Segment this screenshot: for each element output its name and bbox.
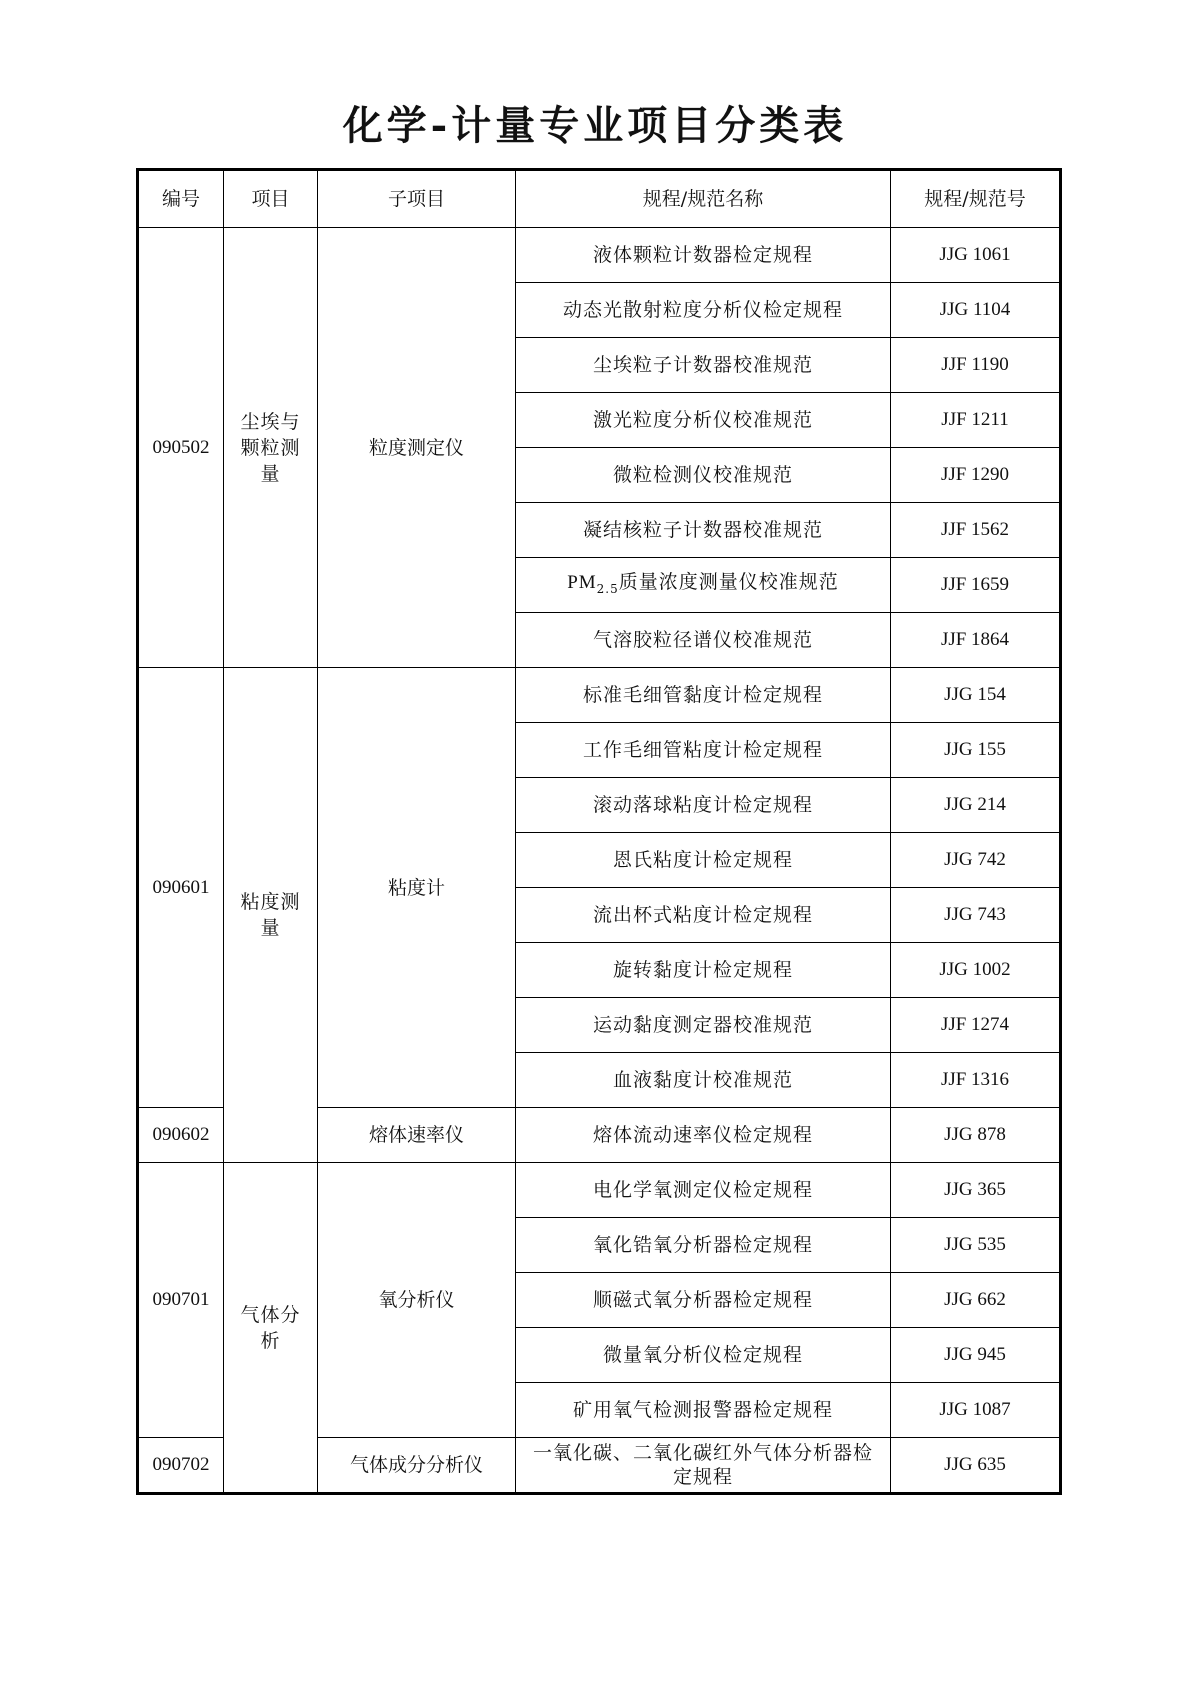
spec-name: 凝结核粒子计数器校准规范 (516, 503, 891, 558)
classification-table (136, 168, 1062, 1495)
project-cell (224, 668, 318, 1163)
spec-number: JJF 1274 (891, 998, 1061, 1053)
spec-number: JJF 1864 (891, 613, 1061, 668)
spec-number: JJG 214 (891, 778, 1061, 833)
spec-name: 恩氏粘度计检定规程 (516, 833, 891, 888)
code-cell: 090502 (138, 228, 224, 668)
spec-name: 激光粒度分析仪校准规范 (516, 393, 891, 448)
spec-number: JJG 1061 (891, 228, 1061, 283)
spec-name: 尘埃粒子计数器校准规范 (516, 338, 891, 393)
spec-number: JJG 743 (891, 888, 1061, 943)
spec-number: JJF 1190 (891, 338, 1061, 393)
project-label: 尘埃与颗粒测量 (240, 410, 301, 485)
subproject-cell: 熔体速率仪 (318, 1108, 516, 1163)
header-subproject: 子项目 (318, 170, 516, 228)
spec-number: JJF 1211 (891, 393, 1061, 448)
project-cell (224, 228, 318, 668)
spec-number: JJF 1316 (891, 1053, 1061, 1108)
spec-name: 血液黏度计校准规范 (516, 1053, 891, 1108)
project-label: 气体分析 (240, 1303, 301, 1352)
spec-number: JJG 154 (891, 668, 1061, 723)
spec-name: 微量氧分析仪检定规程 (516, 1328, 891, 1383)
header-project: 项目 (224, 170, 318, 228)
code-cell: 090701 (138, 1163, 224, 1438)
pm-prefix: PM (567, 571, 597, 593)
spec-name: 运动黏度测定器校准规范 (516, 998, 891, 1053)
spec-name: 电化学氧测定仪检定规程 (516, 1163, 891, 1218)
code-cell: 090601 (138, 668, 224, 1108)
project-label: 粘度测量 (240, 891, 301, 939)
pm-subscript: 2.5 (596, 581, 619, 596)
spec-number: JJG 742 (891, 833, 1061, 888)
table-row (138, 1163, 1061, 1218)
project-cell (224, 1163, 318, 1494)
page-title: 化学-计量专业项目分类表 (342, 102, 848, 149)
spec-number: JJF 1290 (891, 448, 1061, 503)
spec-number: JJG 878 (891, 1108, 1061, 1163)
spec-number: JJG 1002 (891, 943, 1061, 998)
spec-name: 氧化锆氧分析器检定规程 (516, 1218, 891, 1273)
spec-number: JJG 945 (891, 1328, 1061, 1383)
spec-name: 一氧化碳、二氧化碳红外气体分析器检定规程 (516, 1438, 891, 1494)
pm-name: 质量浓度测量仪校准规范 (618, 570, 839, 593)
spec-name: 顺磁式氧分析器检定规程 (516, 1273, 891, 1328)
spec-name: 流出杯式粘度计检定规程 (516, 888, 891, 943)
subproject-cell: 粒度测定仪 (318, 228, 516, 668)
spec-number: JJG 535 (891, 1218, 1061, 1273)
spec-name: 标准毛细管黏度计检定规程 (516, 668, 891, 723)
spec-number: JJG 662 (891, 1273, 1061, 1328)
header-number: 规程/规范号 (891, 170, 1061, 228)
code-cell: 090702 (138, 1438, 224, 1494)
spec-number: JJG 155 (891, 723, 1061, 778)
spec-number: JJG 1104 (891, 283, 1061, 338)
subproject-cell: 氧分析仪 (318, 1163, 516, 1438)
spec-number: JJG 635 (891, 1438, 1061, 1494)
spec-name: 液体颗粒计数器检定规程 (516, 228, 891, 283)
spec-name: 滚动落球粘度计检定规程 (516, 778, 891, 833)
subproject-cell: 粘度计 (318, 668, 516, 1108)
spec-name: 气溶胶粒径谱仪校准规范 (516, 613, 891, 668)
code-cell: 090602 (138, 1108, 224, 1163)
spec-number: JJG 365 (891, 1163, 1061, 1218)
spec-name: 旋转黏度计检定规程 (516, 943, 891, 998)
subproject-cell: 气体成分分析仪 (318, 1438, 516, 1494)
spec-name: 工作毛细管粘度计检定规程 (516, 723, 891, 778)
spec-number: JJF 1562 (891, 503, 1061, 558)
spec-number: JJF 1659 (891, 558, 1061, 613)
header-name: 规程/规范名称 (516, 170, 891, 228)
table-row (138, 668, 1061, 723)
spec-name-pm25 (516, 558, 891, 613)
header-code: 编号 (138, 170, 224, 228)
spec-name: 矿用氧气检测报警器检定规程 (516, 1383, 891, 1438)
spec-name: 熔体流动速率仪检定规程 (516, 1108, 891, 1163)
table-row (138, 228, 1061, 283)
spec-name: 微粒检测仪校准规范 (516, 448, 891, 503)
spec-number: JJG 1087 (891, 1383, 1061, 1438)
spec-name: 动态光散射粒度分析仪检定规程 (516, 283, 891, 338)
header-row (138, 170, 1061, 228)
